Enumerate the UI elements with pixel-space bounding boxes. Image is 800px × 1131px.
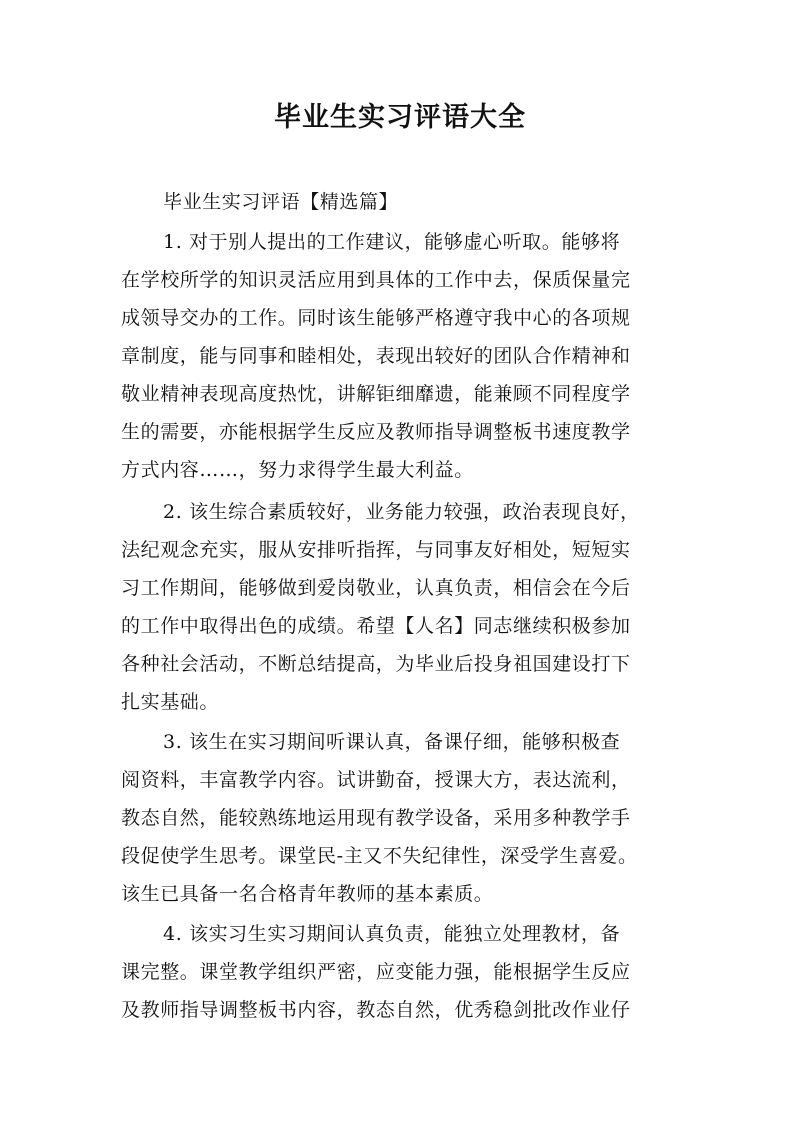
paragraph-line: 的工作中取得出色的成绩。希望【人名】同志继续积极参加 [121, 615, 631, 637]
section-heading: 毕业生实习评语【精选篇】 [163, 191, 399, 213]
paragraph-line: 各种社会活动，不断总结提高，为毕业后投身祖国建设打下 [121, 653, 631, 675]
paragraph-line: 4. 该实习生实习期间认真负责，能独立处理教材，备 [163, 923, 621, 945]
paragraph-line: 习工作期间，能够做到爱岗敬业，认真负责，相信会在今后 [121, 577, 631, 599]
paragraph-line: 该生已具备一名合格青年教师的基本素质。 [121, 883, 494, 905]
paragraph-line: 敬业精神表现高度热忱，讲解钜细靡遗，能兼顾不同程度学 [121, 383, 631, 405]
paragraph-line: 1. 对于别人提出的工作建议，能够虚心听取。能够将 [163, 231, 621, 253]
paragraph-line: 方式内容……，努力求得学生最大利益。 [121, 459, 474, 481]
paragraph-line: 阅资料，丰富教学内容。试讲勤奋，授课大方，表达流利， [121, 769, 631, 791]
paragraph-line: 成领导交办的工作。同时该生能够严格遵守我中心的各项规 [121, 307, 631, 329]
paragraph-line: 3. 该生在实习期间听课认真，备课仔细，能够积极查 [163, 731, 621, 753]
paragraph-line: 章制度，能与同事和睦相处，表现出较好的团队合作精神和 [121, 345, 631, 367]
paragraph-line: 段促使学生思考。课堂民-主又不失纪律性，深受学生喜爱。 [121, 845, 638, 867]
paragraph-line: 教态自然，能较熟练地运用现有教学设备，采用多种教学手 [121, 807, 631, 829]
document-title: 毕业生实习评语大全 [274, 102, 526, 133]
paragraph-line: 2. 该生综合素质较好，业务能力较强，政治表现良好， [163, 501, 640, 523]
paragraph-line: 生的需要，亦能根据学生反应及教师指导调整板书速度教学 [121, 421, 631, 443]
paragraph-line: 法纪观念充实，服从安排听指挥，与同事友好相处，短短实 [121, 539, 631, 561]
paragraph-line: 扎实基础。 [121, 691, 220, 713]
paragraph-line: 课完整。课堂教学组织严密，应变能力强，能根据学生反应 [121, 961, 631, 983]
paragraph-line: 在学校所学的知识灵活应用到具体的工作中去，保质保量完 [121, 269, 631, 291]
paragraph-line: 及教师指导调整板书内容，教态自然，优秀稳剑批改作业仔 [121, 999, 631, 1021]
